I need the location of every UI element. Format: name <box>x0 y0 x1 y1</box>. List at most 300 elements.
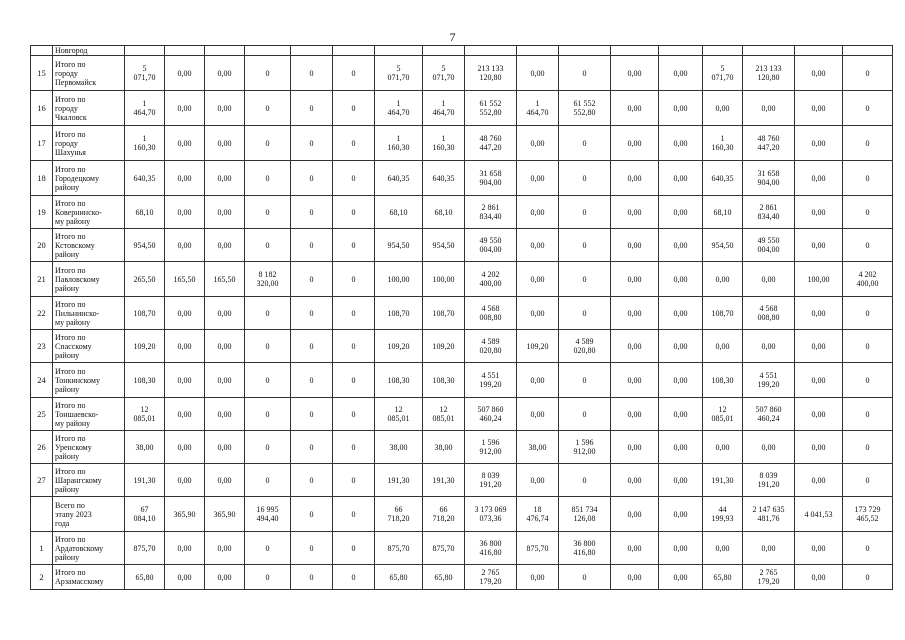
table-cell: 0,00 <box>165 464 205 497</box>
table-cell: 875,70 <box>375 532 423 565</box>
table-cell: 108,30 <box>375 363 423 398</box>
table-cell: 0 <box>559 196 611 229</box>
table-cell: 0,00 <box>517 262 559 297</box>
table-cell: 0,00 <box>795 363 843 398</box>
table-cell: 0 <box>843 161 893 196</box>
table-cell: 0,00 <box>165 363 205 398</box>
table-cell: 0 <box>843 229 893 262</box>
table-cell: 108,30 <box>125 363 165 398</box>
table-cell: 4 041,53 <box>795 497 843 532</box>
table-cell: 0,00 <box>795 565 843 590</box>
table-cell: 0,00 <box>659 126 703 161</box>
table-cell: 1 464,70 <box>423 91 465 126</box>
table-cell: 0 <box>245 532 291 565</box>
table-cell: 18 476,74 <box>517 497 559 532</box>
table-cell: 0,00 <box>205 126 245 161</box>
row-label: Итого по городу Чкаловск <box>53 91 125 126</box>
table-cell: 173 729 465,52 <box>843 497 893 532</box>
table-cell: 875,70 <box>125 532 165 565</box>
table-cell: 0,00 <box>795 297 843 330</box>
table-cell: 1 160,30 <box>703 126 743 161</box>
table-cell: 0,00 <box>795 196 843 229</box>
table-cell: 2 861 834,40 <box>465 196 517 229</box>
table-row <box>31 56 893 91</box>
table-cell: 0,00 <box>659 431 703 464</box>
table-cell: 0 <box>559 363 611 398</box>
table-cell: 954,50 <box>375 229 423 262</box>
table-cell: 954,50 <box>423 229 465 262</box>
table-cell: 0,00 <box>795 431 843 464</box>
table-cell: 0,00 <box>611 497 659 532</box>
table-cell: 0 <box>291 161 333 196</box>
table-cell <box>205 46 245 56</box>
table-cell: 0 <box>333 532 375 565</box>
row-number: 21 <box>31 262 53 297</box>
table-cell: 0 <box>559 565 611 590</box>
row-number: 19 <box>31 196 53 229</box>
table-cell: 4 551 199,20 <box>465 363 517 398</box>
table-cell: 108,70 <box>125 297 165 330</box>
table-cell: 0 <box>245 398 291 431</box>
table-cell: 0,00 <box>795 464 843 497</box>
table-cell: 191,30 <box>423 464 465 497</box>
table-cell: 108,70 <box>375 297 423 330</box>
row-label: Итого по городу Первомайск <box>53 56 125 91</box>
row-label: Итого по Павловскому району <box>53 262 125 297</box>
table-cell: 0,00 <box>517 126 559 161</box>
table-cell: 12 085,01 <box>703 398 743 431</box>
table-cell: 12 085,01 <box>375 398 423 431</box>
table-row <box>31 532 893 565</box>
table-cell: 0 <box>291 262 333 297</box>
row-label: Итого по Арзамасскому <box>53 565 125 590</box>
table-cell: 0 <box>291 330 333 363</box>
table-cell: 191,30 <box>375 464 423 497</box>
table-cell: 0,00 <box>659 161 703 196</box>
page-number: 7 <box>449 30 456 44</box>
table-cell: 12 085,01 <box>423 398 465 431</box>
table-cell: 0 <box>559 464 611 497</box>
row-number: 15 <box>31 56 53 91</box>
table-cell <box>517 46 559 56</box>
table-cell: 68,10 <box>375 196 423 229</box>
table-cell: 0,00 <box>165 56 205 91</box>
row-label: Итого по Тонкинскому району <box>53 363 125 398</box>
table-cell: 0 <box>843 398 893 431</box>
table-cell: 5 071,70 <box>375 56 423 91</box>
table-cell: 108,70 <box>703 297 743 330</box>
table-cell <box>465 46 517 56</box>
table-cell: 36 800 416,80 <box>559 532 611 565</box>
table-cell: 0 <box>333 196 375 229</box>
table-cell: 108,30 <box>423 363 465 398</box>
table-cell: 0 <box>291 565 333 590</box>
table-cell: 0,00 <box>703 330 743 363</box>
table-cell: 507 860 460,24 <box>465 398 517 431</box>
table-cell: 0,00 <box>659 398 703 431</box>
table-cell: 31 658 904,00 <box>743 161 795 196</box>
table-cell: 0,00 <box>659 464 703 497</box>
table-row <box>31 229 893 262</box>
table-cell: 2 861 834,40 <box>743 196 795 229</box>
table-row <box>31 565 893 590</box>
table-cell: 0,00 <box>659 330 703 363</box>
table-cell: 4 568 008,80 <box>465 297 517 330</box>
table-cell: 0,00 <box>611 196 659 229</box>
table-cell: 0 <box>245 161 291 196</box>
table-cell <box>375 46 423 56</box>
table-cell: 0,00 <box>205 229 245 262</box>
table-cell: 0,00 <box>205 91 245 126</box>
row-label: Итого по Кстовскому району <box>53 229 125 262</box>
table-cell: 0 <box>291 229 333 262</box>
table-cell: 0 <box>333 126 375 161</box>
table-cell: 0,00 <box>795 161 843 196</box>
table-cell: 48 760 447,20 <box>465 126 517 161</box>
table-cell: 0 <box>245 431 291 464</box>
row-number: 20 <box>31 229 53 262</box>
row-number: 16 <box>31 91 53 126</box>
table-cell: 0,00 <box>611 56 659 91</box>
table-cell: 0,00 <box>659 363 703 398</box>
table-cell: 4 589 020,80 <box>465 330 517 363</box>
row-label: Итого по Спасскому району <box>53 330 125 363</box>
table-cell: 0 <box>559 398 611 431</box>
table-cell: 49 550 004,00 <box>465 229 517 262</box>
table-cell: 0 <box>245 464 291 497</box>
table-row <box>31 464 893 497</box>
table-cell: 0 <box>333 398 375 431</box>
table-cell: 0 <box>843 330 893 363</box>
table-cell: 0 <box>245 196 291 229</box>
table-cell: 48 760 447,20 <box>743 126 795 161</box>
table-cell: 44 199,93 <box>703 497 743 532</box>
table-cell: 0,00 <box>165 330 205 363</box>
table-cell <box>795 46 843 56</box>
table-cell: 38,00 <box>517 431 559 464</box>
table-cell: 108,70 <box>423 297 465 330</box>
table-cell <box>843 46 893 56</box>
table-cell: 3 173 069 073,36 <box>465 497 517 532</box>
table-cell: 1 464,70 <box>375 91 423 126</box>
row-number: 26 <box>31 431 53 464</box>
table-cell: 0,00 <box>611 464 659 497</box>
table-cell: 0 <box>333 56 375 91</box>
table-cell: 0,00 <box>703 262 743 297</box>
table-cell <box>245 46 291 56</box>
table-cell: 0,00 <box>205 398 245 431</box>
table-cell: 4 551 199,20 <box>743 363 795 398</box>
table-cell: 0,00 <box>611 431 659 464</box>
table-cell: 66 718,20 <box>375 497 423 532</box>
table-cell: 109,20 <box>375 330 423 363</box>
table-cell: 213 133 120,80 <box>743 56 795 91</box>
table-cell <box>423 46 465 56</box>
table-cell: 0 <box>333 497 375 532</box>
table-cell: 38,00 <box>423 431 465 464</box>
table-cell: 100,00 <box>795 262 843 297</box>
table-cell: 109,20 <box>125 330 165 363</box>
table-cell: 165,50 <box>165 262 205 297</box>
table-cell: 0,00 <box>795 532 843 565</box>
table-cell: 0,00 <box>611 565 659 590</box>
table-cell: 109,20 <box>423 330 465 363</box>
table-cell: 0,00 <box>795 126 843 161</box>
table-cell: 38,00 <box>375 431 423 464</box>
table-row <box>31 91 893 126</box>
table-cell: 0 <box>245 330 291 363</box>
table-row <box>31 46 893 56</box>
table-cell: 0 <box>291 126 333 161</box>
table-cell: 213 133 120,80 <box>465 56 517 91</box>
table-cell: 875,70 <box>517 532 559 565</box>
table-cell: 0 <box>291 431 333 464</box>
table-cell: 0,00 <box>165 565 205 590</box>
table-cell: 0,00 <box>165 431 205 464</box>
table-row <box>31 363 893 398</box>
table-cell: 49 550 004,00 <box>743 229 795 262</box>
row-number: 2 <box>31 565 53 590</box>
table-cell: 0 <box>843 431 893 464</box>
table-cell: 0 <box>333 363 375 398</box>
table-cell: 0,00 <box>659 532 703 565</box>
table-cell: 0 <box>291 363 333 398</box>
table-cell: 0 <box>333 297 375 330</box>
table-cell: 0 <box>843 56 893 91</box>
table-cell: 0 <box>333 91 375 126</box>
table-cell: 108,30 <box>703 363 743 398</box>
table-cell: 640,35 <box>125 161 165 196</box>
table-row <box>31 196 893 229</box>
table-cell: 0 <box>245 91 291 126</box>
table-cell <box>743 46 795 56</box>
table-cell: 65,80 <box>375 565 423 590</box>
table-cell: 67 084,10 <box>125 497 165 532</box>
table-cell: 365,90 <box>205 497 245 532</box>
table-cell: 66 718,20 <box>423 497 465 532</box>
table-cell: 0 <box>291 297 333 330</box>
table-cell: 0,00 <box>165 126 205 161</box>
table-row <box>31 126 893 161</box>
row-number: 17 <box>31 126 53 161</box>
table-cell: 0 <box>245 363 291 398</box>
table-cell <box>125 46 165 56</box>
table-cell: 5 071,70 <box>423 56 465 91</box>
row-number: 22 <box>31 297 53 330</box>
table-cell: 0,00 <box>611 363 659 398</box>
table-cell: 0 <box>333 330 375 363</box>
table-cell: 0,00 <box>611 91 659 126</box>
table-cell: 1 160,30 <box>125 126 165 161</box>
table-cell: 100,00 <box>375 262 423 297</box>
table-cell: 0,00 <box>659 297 703 330</box>
table-cell: 0 <box>291 196 333 229</box>
row-label: Итого по Ковернинско- му району <box>53 196 125 229</box>
table-cell: 0,00 <box>165 91 205 126</box>
table-cell: 0,00 <box>205 363 245 398</box>
row-label: Итого по городу Шахунья <box>53 126 125 161</box>
table-cell: 0 <box>559 297 611 330</box>
table-cell: 0,00 <box>205 532 245 565</box>
table-row <box>31 262 893 297</box>
table-cell: 0,00 <box>611 262 659 297</box>
table-cell: 0,00 <box>205 565 245 590</box>
table-cell: 4 202 400,00 <box>465 262 517 297</box>
table-cell: 507 860 460,24 <box>743 398 795 431</box>
table-cell: 0 <box>843 196 893 229</box>
table-cell: 1 596 912,00 <box>559 431 611 464</box>
row-label: Новгород <box>53 46 125 56</box>
table-cell: 0,00 <box>517 229 559 262</box>
table-cell: 1 160,30 <box>423 126 465 161</box>
table-cell: 0,00 <box>743 330 795 363</box>
table-cell: 0 <box>291 56 333 91</box>
table-cell: 5 071,70 <box>703 56 743 91</box>
table-cell: 0,00 <box>165 398 205 431</box>
table-cell: 0,00 <box>205 330 245 363</box>
table-cell: 0 <box>245 565 291 590</box>
table-cell: 38,00 <box>125 431 165 464</box>
table-cell: 65,80 <box>703 565 743 590</box>
table-cell: 0,00 <box>517 464 559 497</box>
table-cell: 0,00 <box>659 91 703 126</box>
table-cell: 265,50 <box>125 262 165 297</box>
table-cell: 1 160,30 <box>375 126 423 161</box>
table-cell: 0,00 <box>659 565 703 590</box>
table-row <box>31 330 893 363</box>
table-cell: 0,00 <box>795 330 843 363</box>
table-cell: 0,00 <box>517 565 559 590</box>
table-cell: 0,00 <box>659 229 703 262</box>
table-cell: 191,30 <box>125 464 165 497</box>
table-cell: 0 <box>843 464 893 497</box>
table-cell: 640,35 <box>703 161 743 196</box>
row-number: 23 <box>31 330 53 363</box>
table-cell: 0 <box>843 363 893 398</box>
table-cell: 0 <box>291 464 333 497</box>
table-cell: 0,00 <box>205 431 245 464</box>
table-cell: 0,00 <box>703 532 743 565</box>
row-label: Итого по Пильнинско- му району <box>53 297 125 330</box>
table-cell: 0,00 <box>795 398 843 431</box>
table-cell: 5 071,70 <box>125 56 165 91</box>
table-cell: 8 182 320,00 <box>245 262 291 297</box>
table-cell: 0,00 <box>517 398 559 431</box>
row-number: 27 <box>31 464 53 497</box>
table-cell: 0 <box>245 126 291 161</box>
row-number: 1 <box>31 532 53 565</box>
row-label: Итого по Уренскому району <box>53 431 125 464</box>
table-cell: 0,00 <box>165 532 205 565</box>
table-cell: 0,00 <box>611 398 659 431</box>
table-cell: 0,00 <box>611 161 659 196</box>
row-label: Всего по этапу 2023 года <box>53 497 125 532</box>
table-cell: 0,00 <box>659 262 703 297</box>
table-cell: 109,20 <box>517 330 559 363</box>
table-cell: 365,90 <box>165 497 205 532</box>
table-cell: 0 <box>245 229 291 262</box>
table-cell: 0 <box>333 464 375 497</box>
table-cell: 0,00 <box>165 229 205 262</box>
row-number: 24 <box>31 363 53 398</box>
table-cell: 0,00 <box>611 126 659 161</box>
table-cell: 0 <box>843 532 893 565</box>
table-cell: 0,00 <box>517 297 559 330</box>
table-cell: 0,00 <box>517 363 559 398</box>
table-cell: 0 <box>843 126 893 161</box>
table-cell: 0,00 <box>205 297 245 330</box>
table-cell: 0 <box>333 262 375 297</box>
table-cell: 4 568 008,80 <box>743 297 795 330</box>
table-cell: 0,00 <box>743 262 795 297</box>
table-cell: 0,00 <box>611 297 659 330</box>
table-cell: 2 765 179,20 <box>743 565 795 590</box>
table-cell: 0,00 <box>517 56 559 91</box>
table-cell: 0,00 <box>703 431 743 464</box>
table-cell: 16 995 494,40 <box>245 497 291 532</box>
table-cell: 0,00 <box>611 330 659 363</box>
table-cell: 0 <box>559 229 611 262</box>
table-cell: 1 596 912,00 <box>465 431 517 464</box>
row-label: Итого по Городецкому району <box>53 161 125 196</box>
table-cell: 0 <box>333 161 375 196</box>
table-cell: 0 <box>291 532 333 565</box>
table-cell: 0,00 <box>795 91 843 126</box>
table-cell: 0,00 <box>611 532 659 565</box>
table-cell: 0 <box>843 565 893 590</box>
table-cell: 0,00 <box>517 196 559 229</box>
table-cell: 0,00 <box>165 161 205 196</box>
table-cell: 0,00 <box>659 196 703 229</box>
table-cell: 36 800 416,80 <box>465 532 517 565</box>
table-cell: 4 202 400,00 <box>843 262 893 297</box>
table-row <box>31 431 893 464</box>
table-cell: 61 552 552,80 <box>559 91 611 126</box>
table-cell: 165,50 <box>205 262 245 297</box>
table-cell <box>291 46 333 56</box>
row-label: Итого по Тоншаевско- му району <box>53 398 125 431</box>
table-cell <box>165 46 205 56</box>
table-cell: 0 <box>291 398 333 431</box>
table-cell: 4 589 020,80 <box>559 330 611 363</box>
row-label: Итого по Шарангскому району <box>53 464 125 497</box>
table-cell: 954,50 <box>703 229 743 262</box>
table-cell: 0,00 <box>703 91 743 126</box>
table-row <box>31 497 893 532</box>
table-cell: 65,80 <box>125 565 165 590</box>
table-row <box>31 398 893 431</box>
table-cell: 0 <box>559 161 611 196</box>
table-cell: 68,10 <box>703 196 743 229</box>
row-number: 25 <box>31 398 53 431</box>
table-cell: 640,35 <box>423 161 465 196</box>
table-cell: 61 552 552,80 <box>465 91 517 126</box>
table-cell: 640,35 <box>375 161 423 196</box>
data-table <box>30 45 893 590</box>
table-cell: 31 658 904,00 <box>465 161 517 196</box>
table-cell: 0,00 <box>795 56 843 91</box>
table-cell: 851 734 126,08 <box>559 497 611 532</box>
table-cell: 2 765 179,20 <box>465 565 517 590</box>
table-cell <box>659 46 703 56</box>
table-cell: 0,00 <box>205 464 245 497</box>
row-number: 18 <box>31 161 53 196</box>
table-cell: 8 039 191,20 <box>743 464 795 497</box>
table-row <box>31 297 893 330</box>
table-cell: 65,80 <box>423 565 465 590</box>
row-label: Итого по Ардатовскому району <box>53 532 125 565</box>
table-cell: 954,50 <box>125 229 165 262</box>
